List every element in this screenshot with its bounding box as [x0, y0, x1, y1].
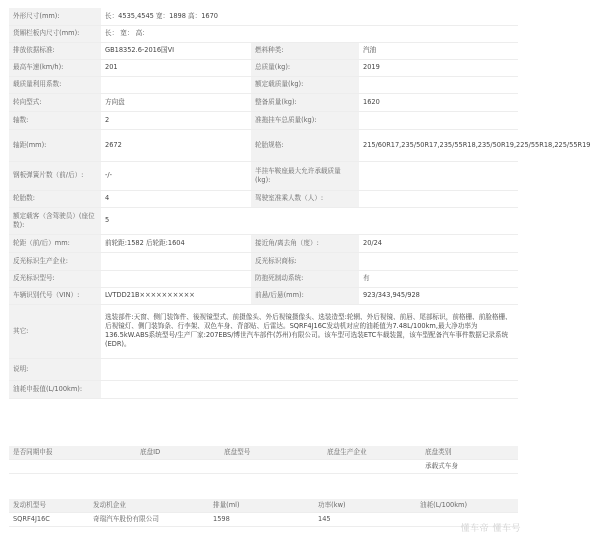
engine-power: 145	[314, 513, 416, 527]
param-value	[101, 380, 518, 398]
chassis-header-same-period: 是否同期申报	[9, 446, 136, 460]
chassis-category: 承载式车身	[421, 460, 518, 474]
param-value	[101, 252, 251, 270]
param-label: 轮胎数:	[9, 190, 101, 207]
param-row	[9, 111, 518, 129]
param-row	[9, 161, 518, 190]
param-row	[9, 234, 518, 252]
param-value: 1620	[359, 93, 518, 111]
engine-displacement: 1598	[209, 513, 314, 527]
param-row	[9, 76, 518, 93]
param-label: 整备质量(kg):	[251, 93, 359, 111]
param-row	[9, 190, 518, 207]
param-row	[9, 8, 518, 25]
chassis-header-model: 底盘型号	[220, 446, 323, 460]
param-label: 货厢栏板内尺寸(mm):	[9, 25, 101, 42]
param-row	[9, 358, 518, 380]
param-label: 反光标识型号:	[9, 270, 101, 287]
engine-data-row	[9, 513, 518, 527]
param-value: 选装部件:天窗、侧门装饰件、後视镜型式、前摄像头、外后视镜摄像头、选装造型:轮辋、外后视镜、前唇、尾部标识，前格栅、前脸格栅、后视镜灯、侧门装饰条、行李架、双色车身、背部贴、后雷达。SQRF4J16C发动机对应的油耗值为7.48L/100km,最大净功率为136.5kW.ABS系统型号/生产厂家:207EBS/博世汽车部件(苏州)有限公司。该车型可选装ETC车载装置，该车型配备汽车事件数据记录系统(EDR)。	[101, 304, 518, 358]
engine-section	[9, 499, 518, 527]
param-label: 油耗申报值(L/100km):	[9, 380, 101, 398]
param-label: 反光标识商标:	[251, 252, 359, 270]
chassis-header-maker: 底盘生产企业	[323, 446, 421, 460]
param-value: 长： 宽： 高：	[101, 25, 518, 42]
chassis-id	[136, 460, 220, 474]
param-row	[9, 42, 518, 59]
param-row	[9, 252, 518, 270]
param-value	[359, 111, 518, 129]
param-row	[9, 129, 518, 161]
chassis-model	[220, 460, 323, 474]
param-value: 4	[101, 190, 251, 207]
engine-header-maker: 发动机企业	[89, 499, 209, 513]
chassis-data-row	[9, 460, 518, 474]
param-label: 燃料种类:	[251, 42, 359, 59]
chassis-header-id: 底盘ID	[136, 446, 220, 460]
engine-header-displacement: 排量(ml)	[209, 499, 314, 513]
chassis-header-row	[9, 446, 518, 460]
param-label: 其它:	[9, 304, 101, 358]
param-label: 接近角/离去角（度）:	[251, 234, 359, 252]
param-value: 923/343,945/928	[359, 287, 518, 304]
param-row	[9, 25, 518, 42]
param-label: 驾驶室准乘人数（人）:	[251, 190, 359, 207]
param-row	[9, 380, 518, 398]
param-value: 2019	[359, 59, 518, 76]
param-label: 轮胎规格:	[251, 129, 359, 161]
param-row	[9, 287, 518, 304]
param-value: 汽油	[359, 42, 518, 59]
engine-model: SQRF4J16C	[9, 513, 89, 527]
param-label: 轴数:	[9, 111, 101, 129]
param-value: 20/24	[359, 234, 518, 252]
param-value: 有	[359, 270, 518, 287]
param-label: 额定载质量(kg):	[251, 76, 359, 93]
param-row	[9, 207, 518, 234]
engine-header-row	[9, 499, 518, 513]
param-value	[101, 270, 251, 287]
param-label: 说明:	[9, 358, 101, 380]
param-label: 排放依据标准:	[9, 42, 101, 59]
param-label: 额定载客（含驾驶员）(座位数):	[9, 207, 101, 234]
param-label: 轴距(mm):	[9, 129, 101, 161]
param-label: 最高车速(km/h):	[9, 59, 101, 76]
param-label: 反光标识生产企业:	[9, 252, 101, 270]
param-value: 前轮距:1582 后轮距:1604	[101, 234, 251, 252]
param-value: -/-	[101, 161, 251, 190]
param-label: 车辆识别代号（VIN）:	[9, 287, 101, 304]
param-value	[359, 161, 518, 190]
watermark: 懂车帝 懂车号	[460, 524, 521, 534]
param-label: 钢板弹簧片数（前/后）:	[9, 161, 101, 190]
param-label: 外形尺寸(mm):	[9, 8, 101, 25]
chassis-same-period	[9, 460, 136, 474]
param-value: 长：4535,4545 宽：1898 高：1670	[101, 8, 518, 25]
param-row	[9, 93, 518, 111]
engine-table	[9, 499, 518, 527]
parameter-table	[9, 8, 591, 399]
engine-header-power: 功率(kw)	[314, 499, 416, 513]
param-value	[359, 76, 518, 93]
param-value	[359, 190, 518, 207]
engine-maker: 奇瑞汽车股份有限公司	[89, 513, 209, 527]
param-row	[9, 59, 518, 76]
param-label: 转向型式:	[9, 93, 101, 111]
engine-header-model: 发动机型号	[9, 499, 89, 513]
engine-header-fuel: 油耗(L/100km)	[416, 499, 518, 513]
param-label: 前悬/后悬(mm):	[251, 287, 359, 304]
chassis-table	[9, 446, 518, 474]
param-row	[9, 304, 518, 358]
param-value	[101, 76, 251, 93]
param-value	[101, 358, 518, 380]
param-value: 215/60R17,235/50R17,235/55R18,235/50R19,225/55R18,225/55R19	[359, 129, 518, 161]
param-value: 方向盘	[101, 93, 251, 111]
chassis-maker	[323, 460, 421, 474]
chassis-section	[9, 446, 518, 474]
param-value: 2	[101, 111, 251, 129]
param-value: 2672	[101, 129, 251, 161]
param-value: GB18352.6-2016国VI	[101, 42, 251, 59]
param-label: 载质量利用系数:	[9, 76, 101, 93]
param-label: 防抱死制动系统:	[251, 270, 359, 287]
chassis-header-category: 底盘类别	[421, 446, 518, 460]
param-label: 轮距（前/后）mm:	[9, 234, 101, 252]
param-value: 5	[101, 207, 518, 234]
param-value: LVTDD21B××××××××××	[101, 287, 251, 304]
vehicle-parameter-sheet	[9, 8, 591, 399]
param-label: 准拖挂车总质量(kg):	[251, 111, 359, 129]
param-row	[9, 270, 518, 287]
param-value	[359, 252, 518, 270]
param-label: 总质量(kg):	[251, 59, 359, 76]
param-value: 201	[101, 59, 251, 76]
param-label: 半挂车鞍座最大允许承载质量(kg):	[251, 161, 359, 190]
